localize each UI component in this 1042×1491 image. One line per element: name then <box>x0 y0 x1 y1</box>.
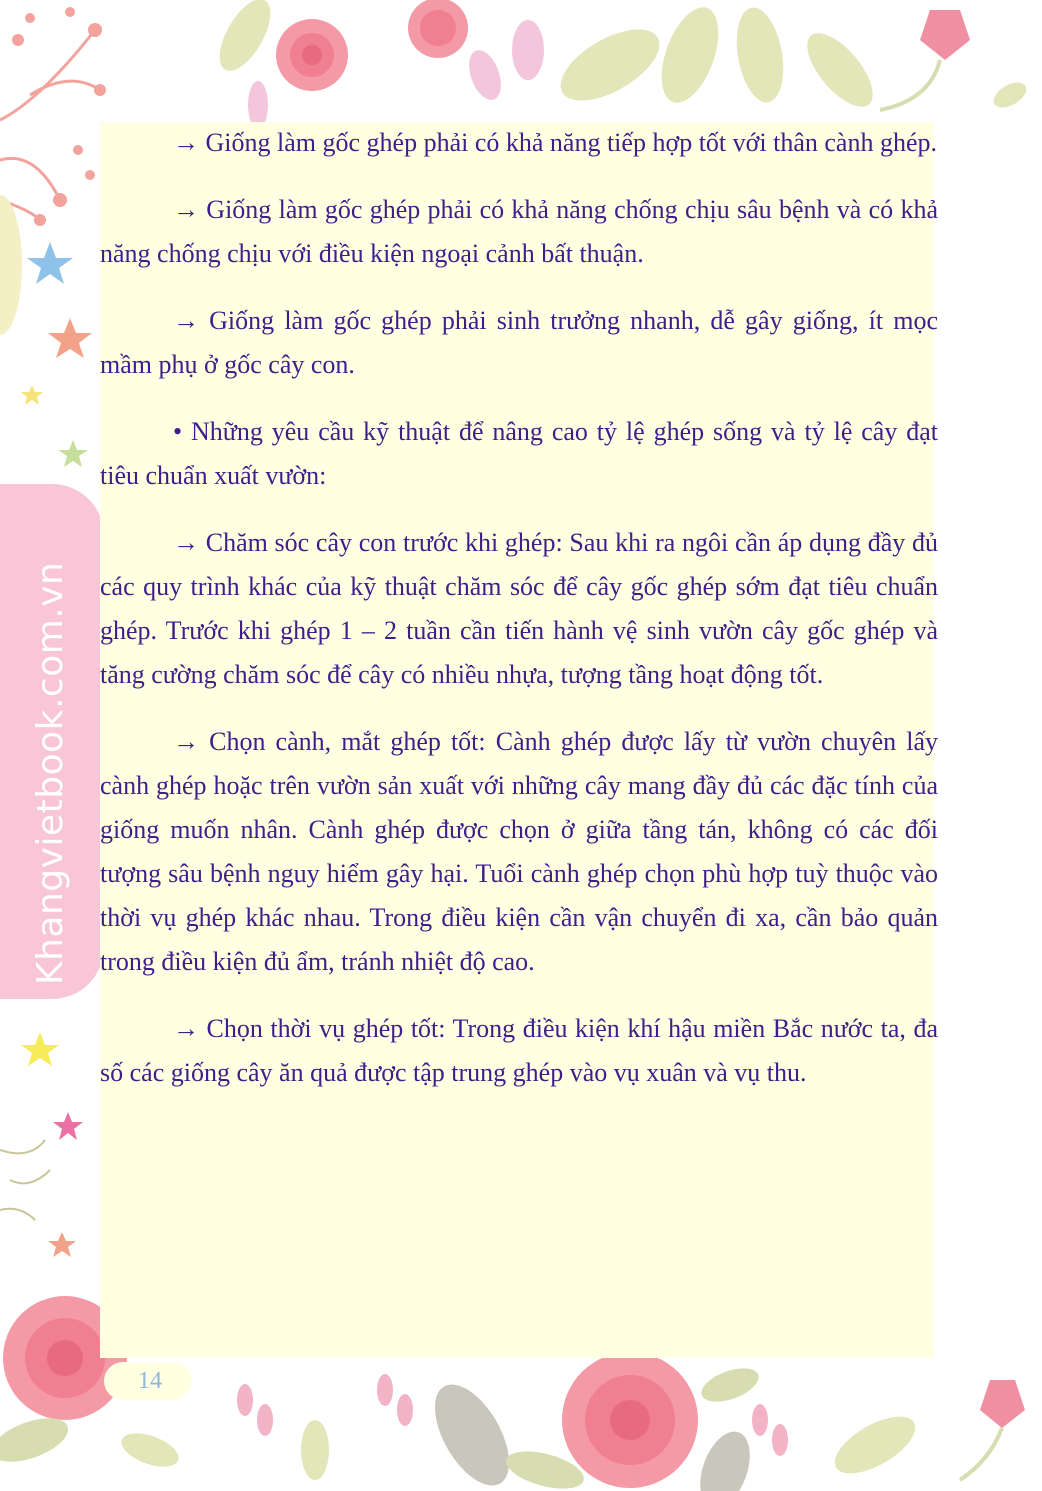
paragraph-4: • Những yêu cầu kỹ thuật để nâng cao tỷ lệ ghép sống và tỷ lệ cây đạt tiêu chuẩn xuất vườn: <box>100 417 938 490</box>
bottom-right-flower-icon <box>960 1380 1025 1480</box>
rose-top-right-icon <box>408 0 468 58</box>
star-yellow-icon <box>21 1032 59 1066</box>
paragraph-2: → Giống làm gốc ghép phải có khả năng chống chịu sâu bệnh và có khả năng chống chịu với điều kiện ngoại cảnh bất thuận. <box>100 195 938 268</box>
top-right-flower-icon <box>880 10 1031 113</box>
paragraph-1: → Giống làm gốc ghép phải có khả năng tiếp hợp tốt với thân cành ghép. <box>173 128 937 157</box>
page-number: 14 <box>138 1368 162 1394</box>
paragraph-3: → Giống làm gốc ghép phải sinh trưởng nhanh, dễ gây giống, ít mọc mầm phụ ở gốc cây con. <box>100 306 938 379</box>
rose-top-left-icon <box>276 19 348 91</box>
page-body <box>100 121 938 1118</box>
star-orange-small-icon <box>48 1232 76 1257</box>
paragraph-6: → Chọn cành, mắt ghép tốt: Cành ghép được lấy từ vườn chuyên lấy cành ghép hoặc trên vườn sản xuất với những cây mang đầy đủ các đặc tính của giống muốn nhân. Cành ghép được chọn ở giữa tầng tán, không có các đối tượng sâu bệnh nguy hiểm gây hại. Tuổi cành ghép chọn phù hợp tuỳ thuộc vào thời vụ ghép khác nhau. Trong điều kiện cần vận chuyển đi xa, cần bảo quản trong điều kiện đủ ẩm, tránh nhiệt độ cao. <box>100 727 938 976</box>
rose-bottom-center-icon <box>562 1352 698 1488</box>
paragraph-7: → Chọn thời vụ ghép tốt: Trong điều kiện khí hậu miền Bắc nước ta, đa số các giống cây ăn quả được tập trung ghép vào vụ xuân và vụ thu. <box>100 1014 938 1087</box>
star-pink-icon <box>53 1112 83 1140</box>
star-orange-icon <box>48 318 92 358</box>
top-left-spray-icon <box>0 30 100 220</box>
star-green-icon <box>58 440 88 467</box>
star-blue-icon <box>27 242 73 284</box>
paragraph-5: → Chăm sóc cây con trước khi ghép: Sau khi ra ngôi cần áp dụng đầy đủ các quy trình khác của kỹ thuật chăm sóc để cây gốc ghép sớm đạt tiêu chuẩn ghép. Trước khi ghép 1 – 2 tuần cần tiến hành vệ sinh vườn cây gốc ghép và tăng cường chăm sóc để cây có nhiều nhựa, tượng tầng hoạt động tốt. <box>100 528 938 689</box>
website-watermark: Khangvietbook.com.vn <box>30 561 71 985</box>
star-yellow-small-icon <box>21 385 43 405</box>
